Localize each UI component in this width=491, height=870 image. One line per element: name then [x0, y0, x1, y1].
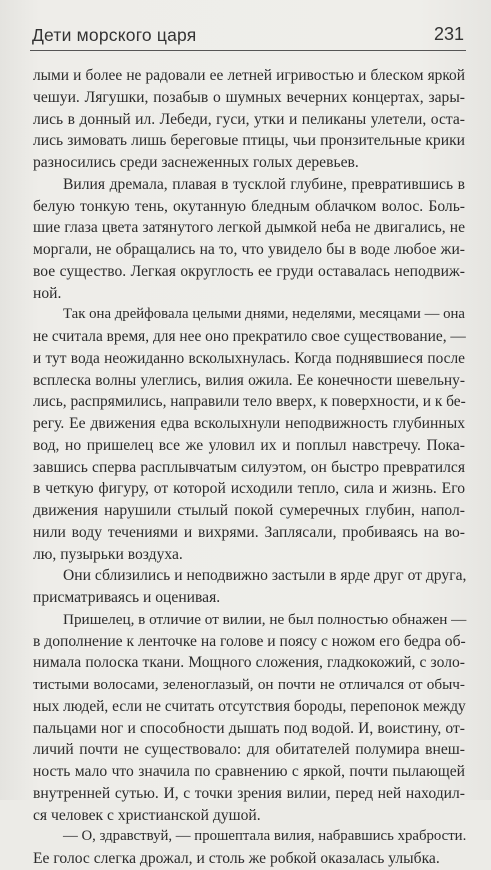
text-line: в дополнение к ленточке на голове и поясу с ножом его бедра об-	[33, 632, 466, 650]
text-line: присматриваясь и оценивая.	[33, 589, 221, 606]
text-line: разносились среди заснеженных голых деревьев.	[33, 154, 359, 171]
text-line: лыми и более не радовали ее летней игривостью и блеском яркой	[33, 67, 465, 84]
text-line: Они сблизились и неподвижно застыли в ярде друг от друга,	[63, 567, 467, 585]
text-line: всплеска волны улеглись, вилия ожила. Ее конечности шевельну-	[33, 371, 465, 389]
text-line: не считала время, для нее оно прекратило свое существование, —	[33, 328, 466, 345]
text-line: регу. Ее движения едва всколыхнули неподвижность глубинных	[33, 415, 465, 432]
text-line: нили воду течениями и вихрями. Заплясали, пробиваясь на во-	[33, 523, 465, 541]
body-text	[33, 65, 465, 870]
text-line: Пришелец, в отличие от вилии, не был полностью обнажен —	[63, 610, 467, 628]
text-line: лю, пузырьки воздуха.	[33, 545, 183, 563]
text-line: тистыми волосами, зеленоглазый, он почти не отличался от обыч-	[33, 676, 465, 693]
text-line: завшись сперва расплывчатым силуэтом, он быстро превратился	[33, 458, 465, 476]
running-title: Дети морского царя	[32, 25, 197, 45]
text-line: в четкую фигуру, от которой исходили тепло, сила и жизнь. Его	[33, 480, 465, 498]
text-line: шие глаза цвета затянутого легкой дымкой неба не двигались, не	[33, 219, 465, 237]
text-line: ность мало что значила по сравнению с яркой, почти пылающей	[33, 763, 465, 780]
text-line: движения нарушили стылый покой сумеречных глубин, напол-	[33, 502, 465, 519]
text-line: моргали, не обращались на то, что увидело бы в воде любое жи-	[33, 241, 465, 258]
text-line: лись, распрямились, направили тело вверх, к поверхности, и к бе-	[33, 393, 466, 411]
text-line: вод, но пришелец все же уловил их и поплыл навстречу. Пока-	[33, 436, 465, 454]
text-line: Ее голос слегка дрожал, и столь же робкой оказалась улыбка.	[33, 850, 440, 867]
text-line: вое существо. Легкая округлость ее груди оставалась неподвиж-	[33, 262, 465, 280]
text-line: личий почти не существовало: для обитателей полумира внеш-	[33, 741, 465, 759]
text-line: пальцами ног и способности дышать под водой. И, воистину, от-	[33, 719, 465, 737]
text-line: Так она дрейфовала целыми днями, неделями, месяцами — она	[63, 306, 465, 323]
text-line: внутренней сутью. И, с точки зрения вилии, перед ней находил-	[33, 784, 465, 802]
text-line: чешуи. Лягушки, позабыв о шумных вечерних концертах, зары-	[33, 88, 465, 106]
text-line: лись зимовать лишь береговые птицы, чьи пронзительные крики	[33, 132, 465, 150]
text-line: ся человек с христианской душой.	[33, 806, 261, 824]
text-line: ных людей, если не считать отсутствия бороды, перепонок между	[33, 697, 466, 715]
page-number: 231	[433, 24, 464, 44]
page-header	[30, 20, 466, 51]
text-line: нимала полоска ткани. Мощного сложения, гладкокожий, с золо-	[33, 654, 465, 672]
text-line: Вилия дремала, плавая в тусклой глубине, превратившись в	[63, 175, 465, 193]
text-line: — О, здравствуй, — прошептала вилия, набравшись храбрости.	[63, 828, 467, 845]
text-line: белую тонкую тень, окутанную бледным облачком волос. Боль-	[33, 197, 465, 215]
text-line: и тут вода неожиданно всколыхнулась. Когда поднявшиеся после	[33, 349, 465, 367]
text-line: лись в донный ил. Лебеди, гуси, утки и пеликаны улетели, оста-	[33, 110, 465, 128]
text-line: ной.	[33, 284, 62, 302]
